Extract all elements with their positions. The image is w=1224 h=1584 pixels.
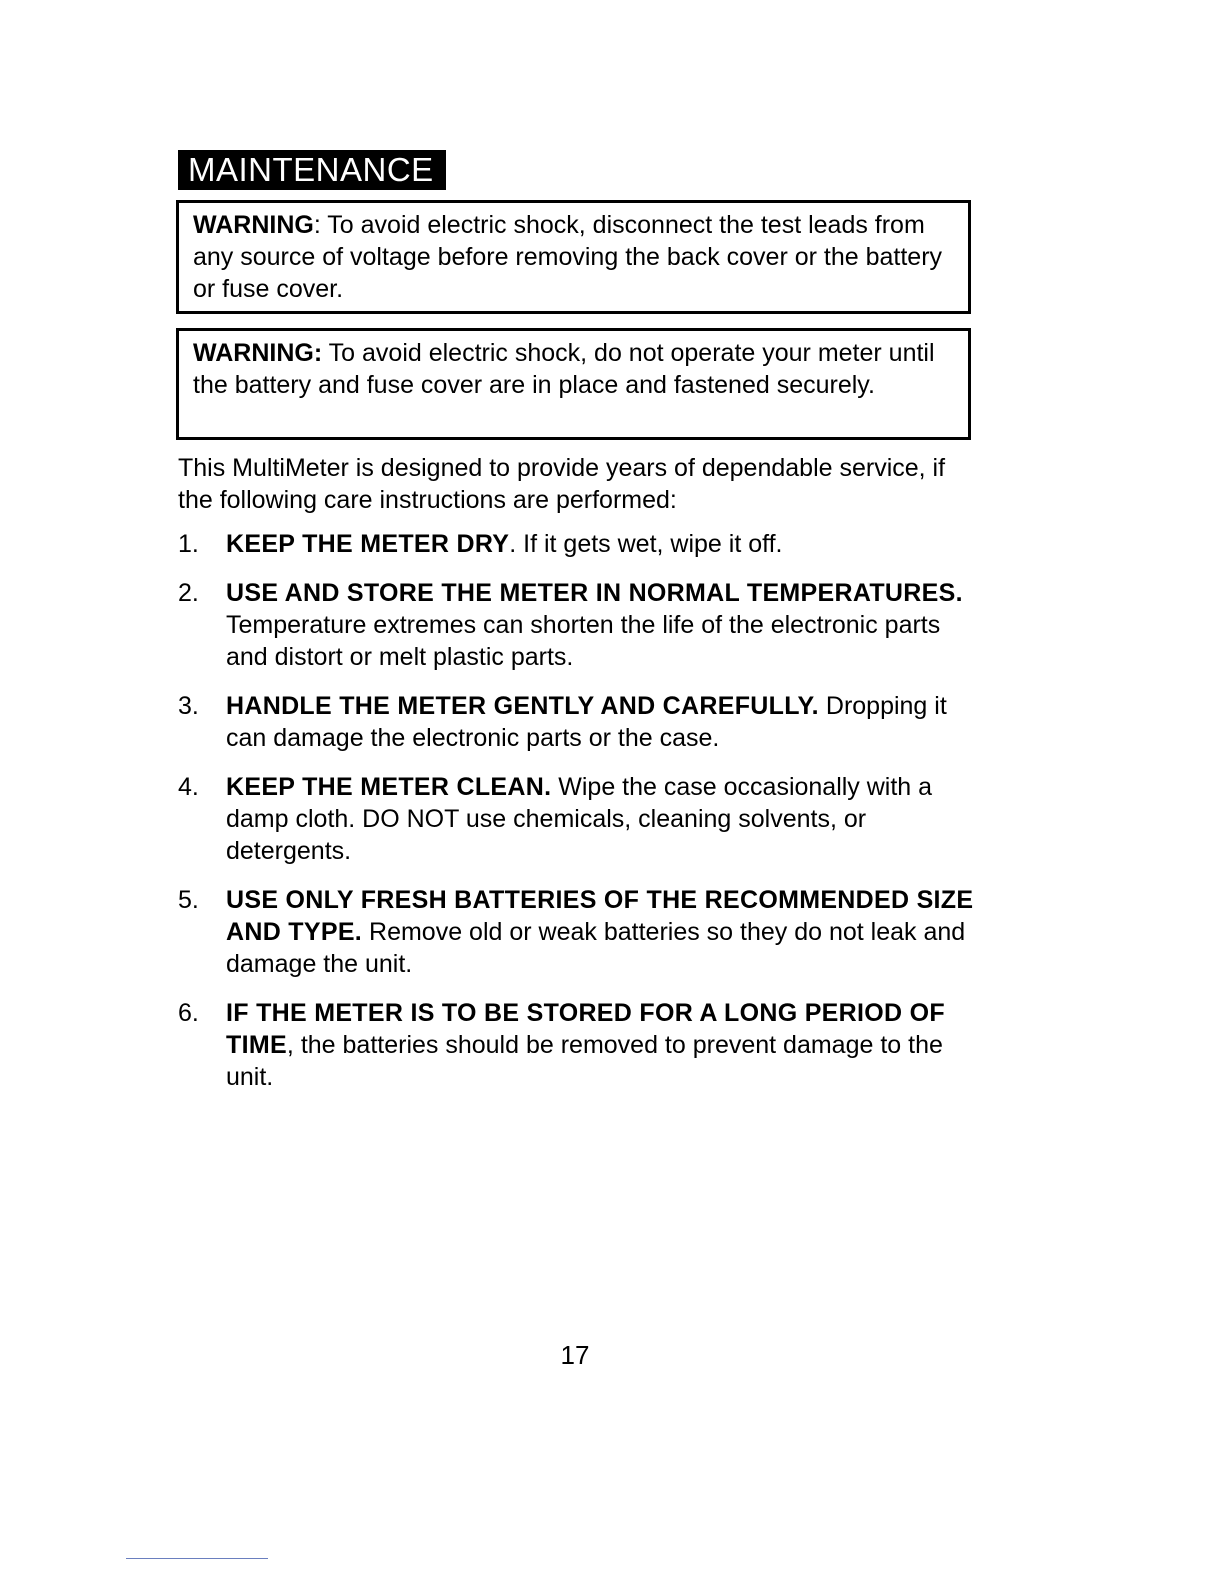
item-description: Temperature extremes can shorten the life of the electronic parts and distort or melt plastic parts. bbox=[226, 611, 941, 671]
item-number: 4. bbox=[178, 773, 199, 801]
item-body bbox=[226, 771, 978, 867]
item-number: 2. bbox=[178, 579, 199, 607]
item-description: Dropping it can damage the electronic parts or the case. bbox=[226, 692, 947, 752]
item-number: 1. bbox=[178, 530, 199, 558]
item-description: , the batteries should be removed to prevent damage to the unit. bbox=[226, 1031, 943, 1091]
item-body bbox=[226, 884, 978, 980]
item-title: KEEP THE METER CLEAN. bbox=[226, 773, 552, 801]
list-item bbox=[178, 884, 978, 980]
footer-divider bbox=[126, 1558, 268, 1559]
list-item bbox=[178, 528, 978, 560]
warning-box-cover bbox=[176, 328, 971, 440]
item-description: Wipe the case occasionally with a damp cloth. DO NOT use chemicals, cleaning solvents, or detergents. bbox=[226, 773, 933, 865]
item-description: . If it gets wet, wipe it off. bbox=[509, 530, 783, 558]
list-item bbox=[178, 771, 978, 867]
item-title: USE AND STORE THE METER IN NORMAL TEMPERATURES. bbox=[226, 579, 963, 607]
item-title: HANDLE THE METER GENTLY AND CAREFULLY. bbox=[226, 692, 819, 720]
care-instructions-list bbox=[178, 528, 978, 1110]
list-item bbox=[178, 690, 978, 754]
item-body bbox=[226, 997, 978, 1093]
warning-box-disconnect bbox=[176, 200, 971, 314]
warning-separator: : bbox=[313, 211, 328, 239]
page-number: 17 bbox=[560, 1340, 590, 1370]
section-heading: MAINTENANCE bbox=[178, 150, 446, 190]
item-body bbox=[226, 690, 978, 754]
item-number: 3. bbox=[178, 692, 199, 720]
item-body bbox=[226, 528, 978, 560]
warning-text: To avoid electric shock, disconnect the test leads from any source of voltage before removing the back cover or the battery or fuse cover. bbox=[193, 211, 943, 303]
warning-label: WARNING: bbox=[193, 339, 323, 367]
item-title: KEEP THE METER DRY bbox=[226, 530, 510, 558]
item-number: 6. bbox=[178, 999, 199, 1027]
warning-text: To avoid electric shock, do not operate your meter until the battery and fuse cover are in place and fastened securely. bbox=[193, 339, 935, 399]
warning-label: WARNING bbox=[193, 211, 314, 239]
intro-paragraph: This MultiMeter is designed to provide years of dependable service, if the following care instructions are performed: bbox=[178, 454, 946, 514]
list-item bbox=[178, 997, 978, 1093]
item-description: Remove old or weak batteries so they do not leak and damage the unit. bbox=[226, 918, 966, 978]
item-number: 5. bbox=[178, 886, 199, 914]
item-body bbox=[226, 577, 978, 673]
item-title: USE ONLY FRESH BATTERIES OF THE RECOMMENDED SIZE AND TYPE. bbox=[226, 886, 974, 946]
item-title: IF THE METER IS TO BE STORED FOR A LONG PERIOD OF TIME bbox=[226, 999, 945, 1059]
list-item bbox=[178, 577, 978, 673]
